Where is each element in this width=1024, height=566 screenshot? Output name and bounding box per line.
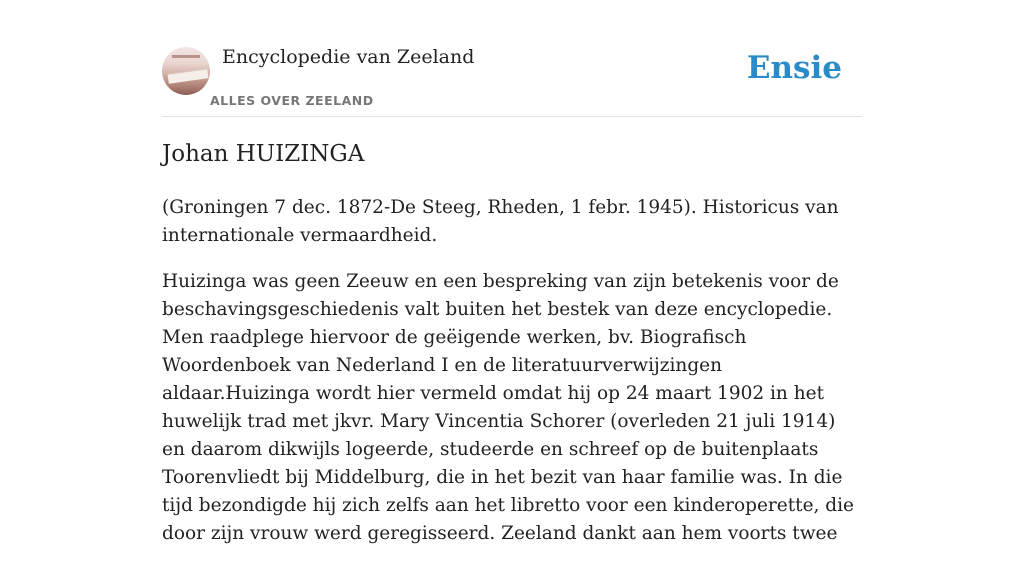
- encyclopedia-avatar[interactable]: [162, 47, 210, 95]
- avatar-book-spine: [172, 55, 200, 58]
- article-title: Johan HUIZINGA: [162, 141, 365, 167]
- article-content: [162, 136, 862, 566]
- avatar-book-page: [167, 68, 208, 83]
- site-tagline: ALLES OVER ZEELAND: [210, 93, 374, 108]
- article-paragraph-2: Huizinga was geen Zeeuw en een bespreking van zijn betekenis voor de beschavingsgeschiedenis valt buiten het bestek van deze encyclopedie. Men raadplege hiervoor de geëigende werken, bv. Biografisch Woordenboek van Nederland I en de literatuurverwijzingen aldaar.Huizinga wordt hier vermeld omdat hij op 24 maart 1902 in het huwelijk trad met jkvr. Mary Vincentia Schorer (overleden 21 juli 1914) en daarom dikwijls logeerde, studeerde en schreef op de buitenplaats Toorenvliedt bij Middelburg, die in het bezit van haar familie was. In die tijd bezondigde hij zich zelfs aan het libretto voor een kinderoperette, die door zijn vrouw werd geregisseerd. Zeeland dankt aan hem voorts twee: [162, 271, 854, 544]
- ensie-logo-link[interactable]: Ensie: [746, 50, 842, 86]
- site-title-link[interactable]: Encyclopedie van Zeeland: [222, 46, 475, 68]
- site-header: [162, 40, 862, 117]
- article-paragraph-1: (Groningen 7 dec. 1872-De Steeg, Rheden, 1 febr. 1945). Historicus van internationale vermaardheid.: [162, 197, 839, 246]
